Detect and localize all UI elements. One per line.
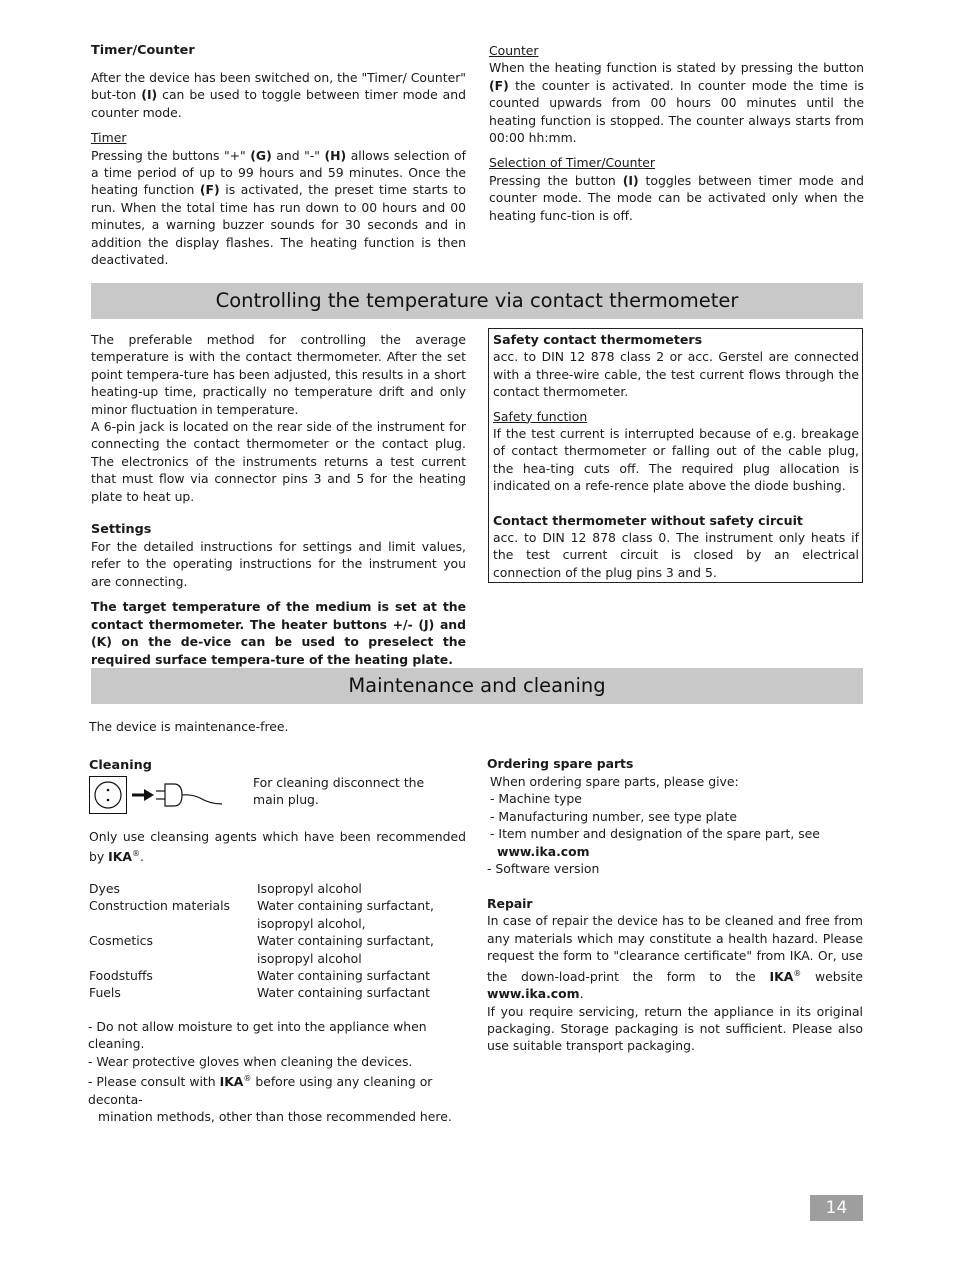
- repair-servicing-paragraph: If you require servicing, return the appliance in its original packaging. Storage packaging is not sufficient. Please also use suitable transport packaging.: [487, 1003, 863, 1054]
- cleansing-agents-note: Only use cleansing agents which have been recommended by IKA®.: [89, 829, 466, 865]
- safety-function-text: If the test current is interrupted because of e.g. breakage of contact thermometer or falling out of the cable plug, the hea-ting cuts off. The required plug allocation is indicated on a refe-rence plate above the diode bushing.: [493, 426, 859, 494]
- contact-left-column: [91, 331, 466, 668]
- list-item: - Item number and designation of the spare part, see: [490, 826, 820, 842]
- disconnect-instruction: For cleaning disconnect the main plug.: [253, 775, 425, 808]
- selection-subheading: Selection of Timer/Counter: [489, 155, 656, 171]
- settings-heading: Settings: [91, 522, 152, 538]
- selection-paragraph: Pressing the button (I) toggles between timer mode and counter mode. The mode can be activated only when the heating func-tion is off.: [489, 172, 864, 223]
- table-row: Fuels Water containing surfactant: [89, 985, 430, 1001]
- no-safety-circuit-text: acc. to DIN 12 878 class 0. The instrument only heats if the test current circuit is closed by an electrical connection of the plug pins 3 and 5.: [493, 530, 859, 580]
- list-item: - Wear protective gloves when cleaning the devices.: [88, 1053, 413, 1069]
- timer-counter-intro: After the device has been switched on, the "Timer/ Counter" but-ton (I) can be used to toggle between timer mode and counter mode.: [91, 70, 466, 120]
- counter-paragraph: When the heating function is stated by pressing the button (F) the counter is activated. In counter mode the time is counted upwards from 00 hours 00 minutes until the heating function is stopped. The counter always starts from 00:00 hh:mm.: [489, 60, 864, 146]
- power-socket-icon: [89, 776, 127, 814]
- list-item-continuation: mination methods, other than those recommended here.: [98, 1109, 452, 1125]
- table-row: Dyes Isopropyl alcohol: [89, 881, 362, 896]
- counter-subheading: Counter: [489, 43, 539, 58]
- timer-counter-right: [489, 42, 864, 224]
- list-item: - Machine type: [490, 791, 582, 807]
- list-item: - Do not allow moisture to get into the appliance when cleaning.: [88, 1019, 427, 1052]
- cleaning-heading: Cleaning: [89, 758, 152, 773]
- page-number: 14: [810, 1195, 863, 1221]
- maintenance-intro: The device is maintenance-free.: [89, 719, 289, 734]
- spare-parts-section: [487, 755, 863, 1055]
- timer-counter-left: [91, 42, 466, 268]
- section-title-contact-thermometer: Controlling the temperature via contact thermometer: [91, 283, 863, 319]
- cleaning-agents-table: [89, 880, 466, 1002]
- spare-parts-intro: When ordering spare parts, please give:: [490, 774, 739, 789]
- contact-paragraph-2: A 6-pin jack is located on the rear side of the instrument for connecting the contact thermometer or the contact plug. The electronics of the instruments returns a test current that must flow via connector pins 3 and 5 for the heating plate to heat up.: [91, 419, 466, 504]
- timer-subheading: Timer: [91, 130, 127, 146]
- list-item: - Please consult with IKA® before using any cleaning or deconta-: [88, 1074, 433, 1107]
- timer-counter-heading: Timer/Counter: [91, 43, 195, 58]
- table-row: Foodstuffs Water containing surfactant: [89, 968, 430, 984]
- table-row: Cosmetics Water containing surfactant, isopropyl alcohol: [89, 933, 434, 966]
- safety-thermometers-text: acc. to DIN 12 878 class 2 or acc. Gerstel are connected with a three-wire cable, the test current flows through the contact thermometer.: [493, 349, 859, 400]
- timer-paragraph: Pressing the buttons "+" (G) and "-" (H) allows selection of a time period of up to 99 hours and 59 minutes. Once the heating function (F) is activated, the preset time starts to run. When the total time has run down to 00 hours and 00 minutes, a warning buzzer sounds for 30 seconds and in addition the display flashes. The heating function is then deactivated.: [91, 147, 467, 268]
- table-row: Construction materials Water containing surfactant, isopropyl alcohol,: [89, 898, 434, 931]
- repair-heading: Repair: [487, 896, 533, 912]
- ika-website-link[interactable]: www.ika.com: [487, 986, 580, 1002]
- contact-paragraph-1: The preferable method for controlling the average temperature is with the contact thermometer. After the set point tempera-ture has been adjusted, this results in a short heating-up time, practically no temperature drift and only minor fluctuation in temperature.: [91, 332, 466, 417]
- cleaning-bullets: [88, 1018, 468, 1126]
- safety-thermometers-heading: Safety contact thermometers: [493, 332, 703, 347]
- section-title-maintenance: Maintenance and cleaning: [91, 668, 863, 704]
- safety-info-box: [488, 328, 863, 583]
- spare-parts-link[interactable]: www.ika.com: [497, 843, 590, 859]
- plug-icon: [156, 780, 224, 810]
- list-item: - Software version: [487, 861, 600, 877]
- target-temperature-note: The target temperature of the medium is set at the contact thermometer. The heater buttons +/- (J) and (K) on the de-vice can be used to preselect the required surface tempera-ture of the heating plate.: [91, 599, 466, 667]
- settings-paragraph: For the detailed instructions for settings and limit values, refer to the operating instructions for the instrument you are connecting.: [91, 539, 466, 589]
- spare-parts-heading: Ordering spare parts: [487, 756, 634, 771]
- safety-function-subheading: Safety function: [493, 408, 588, 424]
- no-safety-circuit-heading: Contact thermometer without safety circuit: [493, 512, 803, 528]
- repair-paragraph: In case of repair the device has to be cleaned and free from any materials which may constitute a health hazard. Please request the form to "clearance certificate" from IKA. Or, use the down-load-print the form to the IKA® website www.ika.com.: [487, 913, 863, 1002]
- list-item: - Manufacturing number, see type plate: [490, 808, 737, 824]
- arrow-right-icon: [131, 787, 155, 803]
